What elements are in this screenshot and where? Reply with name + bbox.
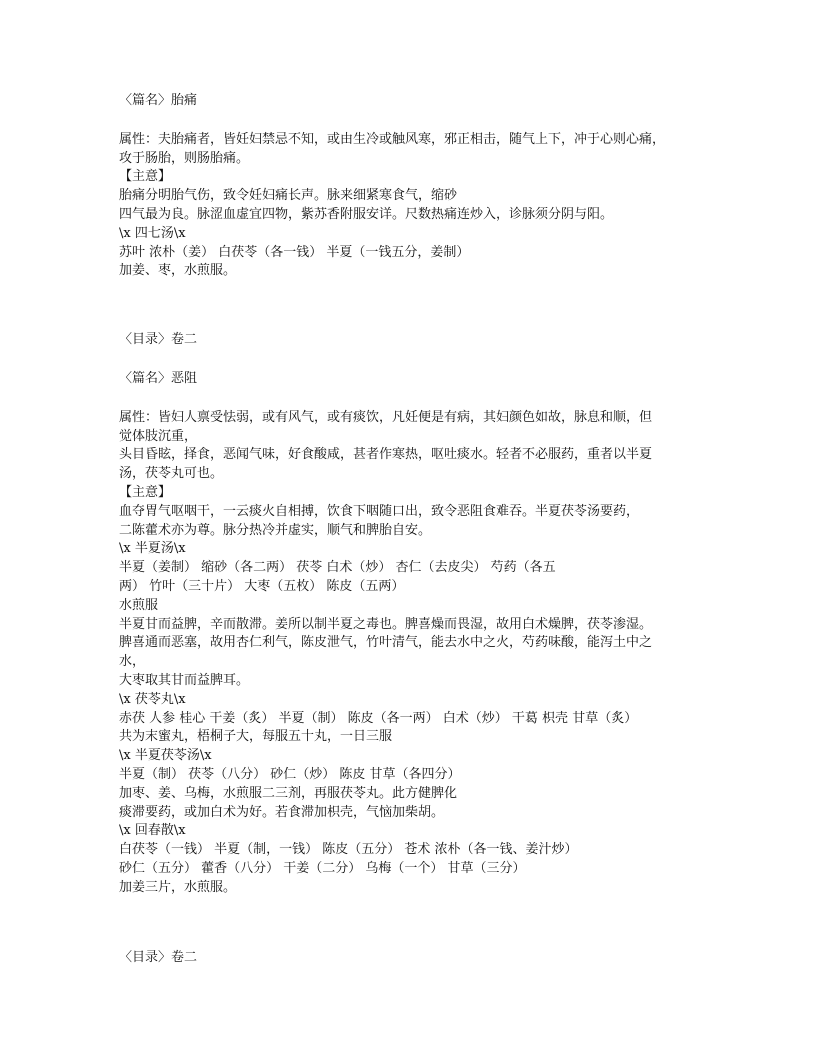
text-line: 痰滞要药，或加白术为好。若食滞加枳壳，气恼加柴胡。 [119,804,445,820]
text-line: 半夏甘而益脾，辛而散滞。姜所以制半夏之毒也。脾喜燥而畏湿，故用白术燥脾，茯苓渗湿。 [119,616,653,632]
subheading: 【主意】 [119,169,172,185]
text-line: 大枣取其甘而益脾耳。 [119,672,250,688]
text-line: 攻于肠胎，则肠胎痛。 [119,150,250,166]
text-line: 砂仁（五分） 藿香（八分） 干姜（二分） 乌梅（一个） 甘草（三分） [119,860,526,876]
text-line: 胎痛分明胎气伤，致令妊妇痛长声。脉来细紧寒食气，缩砂 [119,188,458,204]
text-line: 头目昏眩，择食，恶闻气味，好食酸咸，甚者作寒热，呕吐痰水。轻者不必服药，重者以半夏 [119,447,653,463]
text-line: 属性：皆妇人禀受怯弱，或有风气，或有痰饮，凡妊便是有病，其妇颜色如故，脉息和顺，但 [119,409,653,425]
formula-title: \x 茯苓丸\x [119,691,186,707]
formula-title: \x 四七汤\x [119,225,186,241]
text-line: 白茯苓（一钱） 半夏（制，一钱） 陈皮（五分） 苍术 浓朴（各一钱、姜汁炒） [119,842,578,858]
formula-title: \x 半夏茯苓汤\x [119,748,212,764]
catalog-heading: 〈目录〉卷二 [119,332,198,348]
section-heading: 〈篇名〉恶阻 [119,370,198,386]
section-heading: 〈篇名〉胎痛 [119,93,198,108]
text-line: 水煎服 [119,597,159,613]
text-line: 脾喜通而恶塞，故用杏仁利气，陈皮泄气，竹叶清气，能去水中之火，芍药味酸，能泻土中之 [119,635,653,651]
catalog-heading: 〈目录〉卷二 [119,950,198,966]
text-line: 赤茯 人参 桂心 干姜（炙） 半夏（制） 陈皮（各一两） 白术（炒） 干葛 枳壳 甘草（炙） [119,710,638,726]
text-line: 汤，茯苓丸可也。 [119,466,224,482]
document-page [119,92,665,968]
text-line: 加枣、姜、乌梅，水煎服二三剂，再服茯苓丸。此方健脾化 [119,785,458,801]
text-line: 苏叶 浓朴（姜） 白茯苓（各一钱） 半夏（一钱五分，姜制） [119,244,470,260]
text-line: 四气最为良。脉涩血虚宜四物，紫苏香附服安详。尺数热痛连炒入，诊脉须分阴与阳。 [119,206,614,222]
text-line: 加姜三片，水煎服。 [119,879,237,895]
formula-title: \x 回春散\x [119,823,186,839]
text-line: 水， [119,654,146,670]
text-line: 两） 竹叶（三十片） 大枣（五枚） 陈皮（五两） [119,578,405,594]
text-line: 半夏（制） 茯苓（八分） 砂仁（炒） 陈皮 甘草（各四分） [119,766,461,782]
text-line: 共为末蜜丸，梧桐子大，每服五十丸，一日三服 [119,729,393,745]
text-line: 觉体肢沉重， [119,428,198,444]
text-line: 加姜、枣，水煎服。 [119,263,237,279]
text-line: 属性：夫胎痛者，皆妊妇禁忌不知，或由生冷或触风寒，邪正相击，随气上下，冲于心则心痛， [119,131,666,147]
text-line: 半夏（姜制） 缩砂（各二两） 茯苓 白术（炒） 杏仁（去皮尖） 芍药（各五 [119,560,556,576]
subheading: 【主意】 [119,484,172,500]
text-line: 血夺胃气呕咽干，一云痰火自相搏，饮食下咽随口出，致令恶阻食难吞。半夏茯苓汤要药， [119,503,640,519]
text-line: 二陈藿术亦为尊。脉分热冷并虚实，顺气和脾胎自安。 [119,522,432,538]
formula-title: \x 半夏汤\x [119,541,186,557]
